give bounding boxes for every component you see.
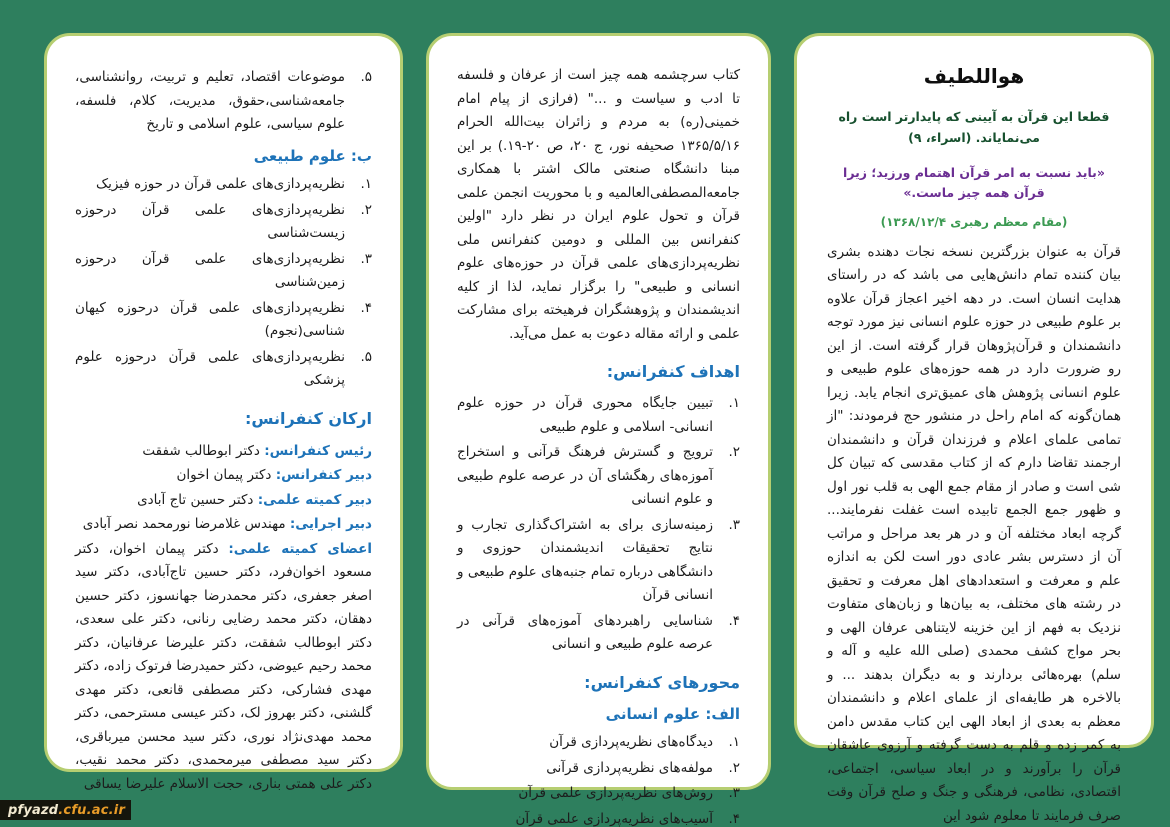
intro-paragraph: قرآن به عنوان بزرگترین نسخه نجات دهنده بشری بیان کننده تمام دانش‌هایی می باشد که در راستای هدایت انسان است. در دهه اخیر اعجاز قرآن علاوه بر علوم طبیعی در حوزه علوم انسانی نیز مورد توجه دانشمندان و قرآن‌پژوهان قرار گرفته است. از این رو ضرورت دارد در همه حوزه‌های علوم طبیعی و علوم انسانی پژوهش های عمیق‌تری انجام یابد. زیرا همان‌گونه که امام راحل در منشور حج فرمودند: "از تمامی علمای اعلام و فرزندان قرآن و دانشمندان ارجمند تقاضا دارم که از کتاب مقدسی که تبیان کل شی است و صادر از مقام جمع الهی به قلب نور اول و ظهور جمع الجمع تابیده است غفلت نفرمایند... گرچه ابعاد مختلفه آن و در هر بعد مراحل و مراتب آن از دسترس بشر عادی دور است لکن به اندازه علم و معرفت و استعدادهای اهل معرفت و تحقیق در رشته های مختلف، به بیان‌ها و زبان‌های متفاوت نزدیک به فهم از این خزینه لایتناهی عرفان الهی و بحر مواج کشف محمدی (صلی الله علیه و آله و سلم) بهره‌هائی بردارند و به دیگران بدهند ... و بالاخره هر طایفه‌ای از علمای اعلام و دانشمندان معظم به بعدی از ابعاد الهی این کتاب مقدس دامن به کمر زده و قلم به دست گرفته و آرزوی عاشقان قرآن را برآورند و در ابعاد سیاسی، اجتماعی، اقتصادی، نظامی، فرهنگی و جنگ و صلح قرآن وقت صرف فرمایند تا معلوم شود این [827,243,1121,824]
role-value: دکتر ابوطالب شفقت [142,442,260,459]
goal-text: زمینه‌سازی برای به اشتراک‌گذاری تجارب و نتایج تحقیقات اندیشمندان حوزوی و دانشگاهی درباره تمام جنبه‌های علوم طبیعی و انسانی قرآن [457,516,713,603]
item-text: روش‌های نظریه‌پردازی علمی قرآن [518,785,713,801]
members-label: اعضای کمیته علمی: [228,540,372,557]
item-text: مولفه‌های نظریه‌پردازی قرآنی [546,759,713,776]
goal-item [457,514,740,608]
continuation-paragraph: کتاب سرچشمه همه چیز است از عرفان و فلسفه تا ادب و سیاست و ..." (فرازی از پیام امام خمینی(ره) به مردم و زائران بیت‌الله الحرام ۱۳۶۵/۵/۱۶ صحیفه نور، ج ۲۰، ص ۲۰-۱۹.) بر این مبنا دانشگاه صنعتی مالک اشتر با همکاری جامعه‌المصطفی‌العالمیه و با محوریت انجمن علمی قرآن و تحول علوم ایران در نظر دارد "اولین کنفرانس بین المللی و دومین کنفرانس ملی نظریه‌پردازی‌های علمی قرآن در حوزه‌های علوم انسانی و طبیعی" را برگزار نماید، لذا از کلیه اندیشمندان و پژوهشگران فرهیخته برای مشارکت علمی و ارائه مقاله دعوت به عمل می‌آید. [457,67,740,342]
item-number: ۳. [728,785,740,801]
watermark-primary: pfyazd [8,802,59,818]
role-value: دکتر پیمان اخوان [176,467,272,483]
panel-back [44,33,403,792]
natural-axis-item [75,346,372,393]
natural-sciences-heading: ب: علوم طبیعی [253,146,372,165]
panel-middle [426,33,771,827]
item-text: نظریه‌پردازی‌های علمی قرآن درحوزه زمین‌شناسی [75,250,345,290]
leader-quote: «باید نسبت به امر قرآن اهتمام ورزید؛ زیرا قرآن همه چیز ماست.» [843,164,1105,200]
quran-verse-quote: قطعا این قرآن به آیینی که پایدارتر است راه می‌نمایاند. (اسراء، ۹) [838,109,1110,146]
quote-attribution: (مقام معظم رهبری ۱۳۶۸/۱۲/۴) [880,214,1068,229]
item-text: نظریه‌پردازی‌های علمی قرآن درحوزه زیست‌شناسی [75,201,345,241]
goal-number: ۳. [728,516,740,533]
item-text: آسیب‌های نظریه‌پردازی علمی قرآن [515,810,713,827]
role-conference-secretary [75,463,372,488]
members-names: دکتر پیمان اخوان، دکتر مسعود اخوان‌فرد، دکتر حسین تاج‌آبادی، دکتر سید اصغر جعفری، دکتر محمدرضا جهانسوز، دکتر حسین دهقان، دکتر محمد رضایی رنانی، دکتر علی سعدی، دکتر ابوطالب شفقت، دکتر علیرضا عرفانیان، دکتر محمد رحیم عیوضی، دکتر حمیدرضا فرتوک زاده، دکتر مهدی فشارکی، دکتر مصطفی قانعی، دکتر مهدی گلشنی، دکتر بهروز لک، دکتر عیسی مسترحمی، دکتر محمد مهدی‌نژاد نوری، دکتر سید محسن میرباقری، دکتر سید مصطفی میرمحمدی، دکتر محمد نقیب، دکتر علی همتی بناری، حجت الاسلام علیرضا یساقی [75,540,372,792]
item-number: ۱. [728,734,740,750]
goal-text: ترویج و گسترش فرهنگ قرآنی و استخراج آموزه‌های رهگشای آن در عرصه علوم طبیعی و علوم انسانی [457,444,713,507]
watermark-secondary: .cfu.ac.ir [58,802,126,818]
human-axis-item [457,731,740,755]
item-text: نظریه‌پردازی‌های علمی قرآن درحوزه کیهان شناسی(نجوم) [75,299,345,339]
panel-front [794,33,1154,824]
human-axis-item [457,782,740,806]
role-value: دکتر حسین تاج آبادی [137,491,254,508]
role-value: مهندس غلامرضا نورمحمد نصر آبادی [82,516,286,532]
item-number: ۲. [728,759,740,776]
item-text: نظریه‌پردازی‌های علمی قرآن درحوزه علوم پزشکی [75,348,345,388]
natural-axis-item [75,199,372,246]
item-text: دیدگاه‌های نظریه‌پردازی قرآن [549,734,713,750]
item-number: ۴. [728,810,740,827]
goal-item [457,610,740,657]
site-watermark [0,800,131,820]
natural-axis-item [75,173,372,197]
item-number: ۵. [360,69,372,85]
role-conference-chair [75,439,372,464]
role-label: رئیس کنفرانس: [264,442,372,459]
page-title: هواللطیف [923,64,1025,88]
role-label: دبیر کنفرانس: [275,467,372,483]
axes-heading: محورهای کنفرانس: [584,672,740,692]
goal-number: ۱. [728,395,740,411]
item-number: ۵. [360,348,372,365]
role-label: دبیر کمیته علمی: [257,491,372,508]
natural-axis-item [75,297,372,344]
goals-heading: اهداف کنفرانس: [606,362,740,381]
human-sciences-heading: الف: علوم انسانی [605,704,740,723]
item-text: نظریه‌پردازی‌های علمی قرآن در حوزه فیزیک [96,176,345,192]
role-executive-secretary [75,512,372,537]
item-number: ۴. [360,299,372,316]
goal-number: ۴. [728,612,740,629]
item-number: ۳. [360,250,372,267]
goal-number: ۲. [728,444,740,460]
scientific-committee-members [75,538,372,797]
goal-text: شناسایی راهبردهای آموزه‌های قرآنی در عرصه علوم طبیعی و انسانی [457,612,713,652]
human-axis-item [457,808,740,827]
item-number: ۱. [360,176,372,192]
goal-item [457,392,740,439]
organs-heading: ارکان کنفرانس: [244,408,372,428]
role-scientific-secretary [75,488,372,513]
goal-item [457,441,740,512]
human-axis-item-5 [75,66,372,137]
natural-axis-item [75,248,372,295]
item-number: ۲. [360,201,372,218]
goal-text: تبیین جایگاه محوری قرآن در حوزه علوم انسانی- اسلامی و علوم طبیعی [457,395,713,435]
item-text: موضوعات اقتصاد، تعلیم و تربیت، روانشناسی، جامعه‌شناسی،حقوق، مدیریت، کلام، فلسفه، علوم سیاسی، علوم اسلامی و تاریخ [75,69,345,132]
role-label: دبیر اجرایی: [289,516,372,532]
human-axis-item [457,757,740,781]
